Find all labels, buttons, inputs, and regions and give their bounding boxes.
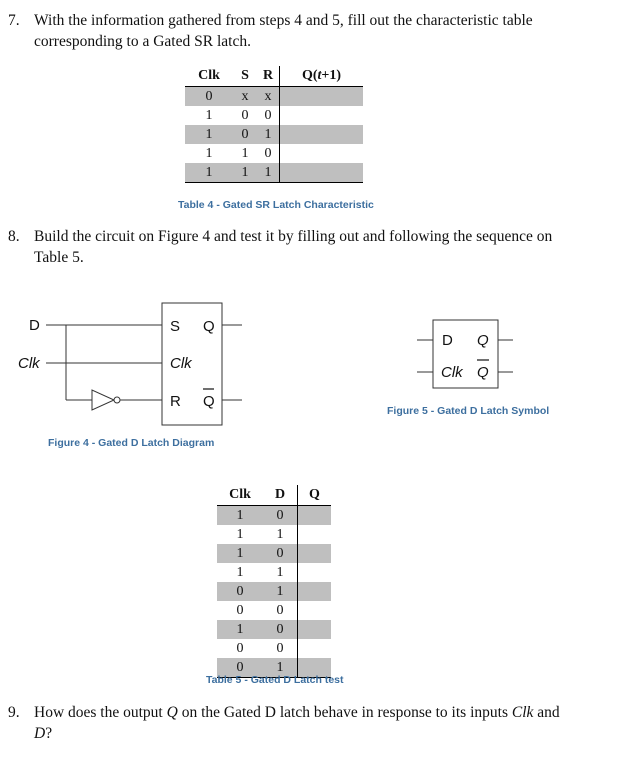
cell-clk: 1 [236,526,244,542]
cell-d: 0 [263,639,298,658]
cell-d: 1 [263,582,298,601]
question-number: 7. [8,12,20,29]
clk-input-label: Clk [18,355,40,372]
table-row [217,601,331,620]
table-row [217,506,331,526]
question-number: 8. [8,228,20,245]
cell-d: 1 [263,525,298,544]
cell-q-input[interactable] [298,525,332,544]
table-row [217,620,331,639]
var-d: D [34,725,46,742]
cell-s: 0 [241,107,249,123]
cell-s: 0 [233,125,257,144]
var-clk: Clk [511,704,534,721]
qbar-pin-label: Q [203,393,215,410]
cell-q-input[interactable] [298,620,332,639]
cell-clk: 0 [217,658,263,678]
inverter-symbol [92,390,114,410]
figure-4-diagram [18,303,242,425]
cell-clk: 1 [185,125,233,144]
q-pin-label: Q [477,332,489,349]
cell-r: x [257,87,280,107]
d-pin-label: D [442,332,453,349]
cell-s: 1 [233,163,257,183]
figure-5-symbol [417,320,513,388]
d-input-label: D [29,317,40,334]
s-pin-label: S [170,318,181,335]
col-header-q: Q [298,485,332,506]
cell-clk: 1 [205,107,213,123]
table-5-caption: Table 5 - Gated D Latch test [206,674,344,686]
cell-d: 0 [263,620,298,639]
col-header-q-next: Q(t+1) [280,66,364,87]
figure-5-caption: Figure 5 - Gated D Latch Symbol [387,405,550,417]
table-row [217,582,331,601]
cell-clk: 0 [236,640,244,656]
text-segment: How does the output [34,704,167,721]
text-segment: on the Gated D latch behave in response to its inputs [177,704,512,721]
cell-q-input[interactable] [298,506,332,526]
cell-clk: 0 [236,602,244,618]
cell-q-input[interactable] [298,544,332,563]
cell-q-input[interactable] [298,563,332,582]
col-header-clk: Clk [185,66,233,87]
question-text-line2: corresponding to a Gated SR latch. [34,33,251,50]
table-5-d-latch-test [217,485,331,678]
cell-clk: 1 [217,620,263,639]
col-header-s: S [233,66,257,87]
cell-clk: 0 [217,582,263,601]
clk-pin-label: Clk [170,355,192,372]
table-row [217,544,331,563]
cell-r: 0 [257,144,280,163]
text-segment: ? [45,725,53,742]
cell-clk: 1 [185,163,233,183]
cell-clk: 1 [217,506,263,526]
q-pin-label: Q [203,318,215,335]
table-row [217,525,331,544]
col-header-r: R [257,66,280,87]
table-4-caption: Table 4 - Gated SR Latch Characteristic [178,199,374,211]
cell-d: 1 [263,658,298,678]
cell-d: 0 [263,506,298,526]
r-pin-label: R [170,393,181,410]
figure-4-caption: Figure 4 - Gated D Latch Diagram [48,437,215,449]
question-text-line1 [34,702,609,723]
var-q: Q [166,704,178,721]
cell-d: 0 [263,544,298,563]
cell-d: 0 [263,601,298,620]
cell-s: x [233,87,257,107]
cell-s: 1 [241,145,249,161]
col-header-d: D [263,485,298,506]
question-text-line2 [34,723,609,744]
qbar-pin-label: Q [477,364,489,381]
question-text-line1: Build the circuit on Figure 4 and test it by filling out and following the sequence on [34,228,553,245]
cell-clk: 0 [185,87,233,107]
question-number: 9. [8,704,20,721]
table-row [217,563,331,582]
cell-q-input[interactable] [298,601,332,620]
question-text-line2: Table 5. [34,249,84,266]
cell-q-input[interactable] [298,582,332,601]
clk-pin-label: Clk [441,364,463,381]
question-text-line1: With the information gathered from steps 4 and 5, fill out the characteristic table [34,12,533,29]
cell-r: 1 [257,163,280,183]
cell-clk: 1 [236,564,244,580]
cell-clk: 1 [217,544,263,563]
inverter-bubble [114,397,120,403]
col-header-clk: Clk [217,485,263,506]
cell-clk: 1 [205,145,213,161]
text-segment: and [533,704,560,721]
cell-r: 0 [257,106,280,125]
cell-r: 1 [257,125,280,144]
table-row [217,639,331,658]
cell-q-input[interactable] [298,639,332,658]
cell-d: 1 [263,563,298,582]
